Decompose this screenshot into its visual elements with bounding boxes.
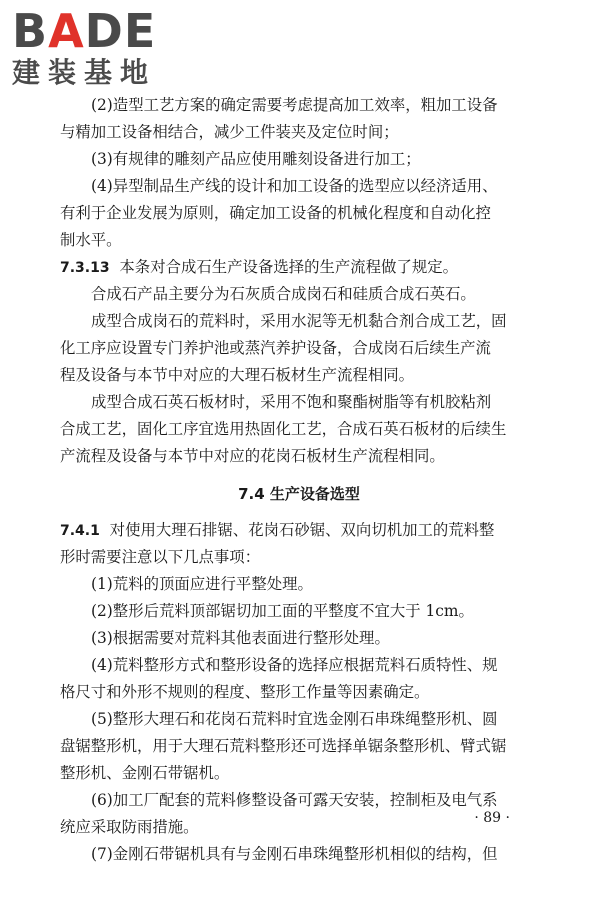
list-item: (3)根据需要对荒料其他表面进行整形处理。	[91, 629, 390, 647]
paragraph-line: 产流程及设备与本节中对应的花岗石板材生产流程相同。	[60, 447, 445, 465]
paragraph-line: 成型合成岗石的荒料时，采用水泥等无机黏合剂合成工艺，固	[91, 312, 507, 330]
list-item: (7)金刚石带锯机具有与金刚石串珠绳整形机相似的结构，但	[91, 845, 498, 863]
page-number: · 89 ·	[474, 810, 510, 826]
bade-logo	[12, 4, 182, 89]
list-item: (1)荒料的顶面应进行平整处理。	[91, 575, 313, 593]
logo-letters-de: DE	[84, 4, 157, 58]
page-body	[60, 92, 538, 868]
logo-subtitle: 建装基地	[12, 56, 157, 89]
clause-number: 7.3.13	[60, 260, 110, 276]
clause-text: 对使用大理石排锯、花岗石砂锯、双向切机加工的荒料整	[109, 521, 495, 539]
list-item: (6)加工厂配套的荒料修整设备可露天安装，控制柜及电气系	[91, 791, 498, 809]
logo-wordmark	[12, 4, 182, 58]
clause-7-3-13	[60, 254, 538, 281]
paragraph-line: 制水平。	[60, 231, 122, 249]
list-item: (5)整形大理石和花岗石荒料时宜选金刚石串珠绳整形机、圆	[91, 710, 498, 728]
list-item-continuation: 盘锯整形机，用于大理石荒料整形还可选择单锯条整形机、臂式锯	[60, 737, 507, 755]
paragraph-line: 形时需要注意以下几点事项：	[60, 548, 261, 566]
paragraph-line: 合成工艺，固化工序宜选用热固化工艺，合成石英石板材的后续生	[60, 420, 507, 438]
list-item-continuation: 统应采取防雨措施。	[60, 818, 199, 836]
paragraph-line: 化工序应设置专门养护池或蒸汽养护设备，合成岗石后续生产流	[60, 339, 491, 357]
paragraph-line: (4)异型制品生产线的设计和加工设备的选型应以经济适用、	[91, 177, 498, 195]
list-item: (2)整形后荒料顶部锯切加工面的平整度不宜大于 1cm。	[91, 602, 474, 620]
logo-letter-a: A	[48, 4, 85, 58]
paragraph-line: (2)造型工艺方案的确定需要考虑提高加工效率，粗加工设备	[91, 96, 498, 114]
paragraph-line: 与精加工设备相结合，减少工件装夹及定位时间；	[60, 123, 399, 141]
clause-7-4-1	[60, 517, 538, 544]
paragraph-line: 成型合成石英石板材时，采用不饱和聚酯树脂等有机胶粘剂	[91, 393, 492, 411]
list-item-continuation: 格尺寸和外形不规则的程度、整形工作量等因素确定。	[60, 683, 430, 701]
list-item: (4)荒料整形方式和整形设备的选择应根据荒料石质特性、规	[91, 656, 498, 674]
clause-number: 7.4.1	[60, 523, 100, 539]
paragraph-line: 合成石产品主要分为石灰质合成岗石和硅质合成石英石。	[91, 285, 476, 303]
section-heading: 7.4 生产设备选型	[238, 485, 360, 503]
paragraph-line: (3)有规律的雕刻产品应使用雕刻设备进行加工；	[91, 150, 421, 168]
paragraph-line: 程及设备与本节中对应的大理石板材生产流程相同。	[60, 366, 414, 384]
list-item-continuation: 整形机、金刚石带锯机。	[60, 764, 230, 782]
logo-letter-b: B	[12, 4, 49, 58]
paragraph-line: 有利于企业发展为原则，确定加工设备的机械化程度和自动化控	[60, 204, 491, 222]
clause-text: 本条对合成石生产设备选择的生产流程做了规定。	[119, 258, 459, 276]
